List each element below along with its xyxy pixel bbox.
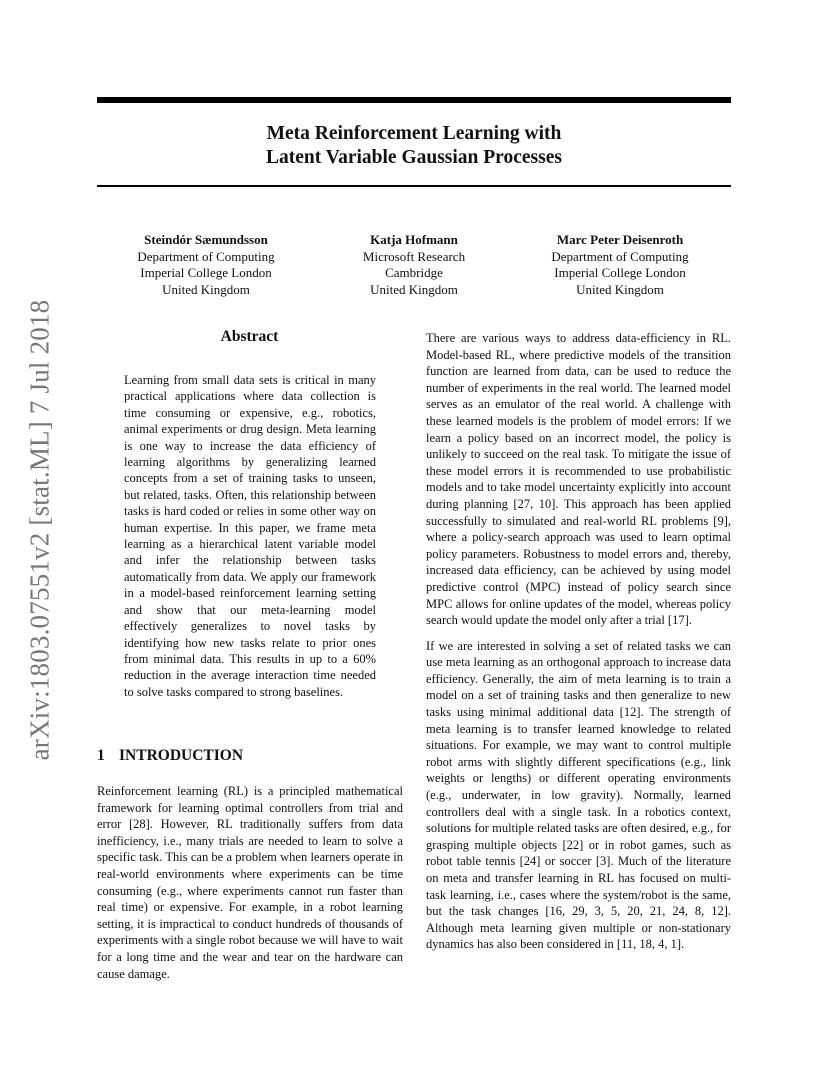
paragraph: There are various ways to address data-efficiency in RL. Model-based RL, where predictive models of the transition function are learned from data, can be used to reduce the number of experiments in the real world. The learned model serves as an emulator of the real world. A challenge with these learned models is the problem of model errors: If we learn a policy based on an incorrect model, the policy is unlikely to succeed on the real task. To mitigate the issue of these model errors it is recommended to use probabilistic models and to take model uncertainty explicitly into account during planning [27, 10]. This approach has been applied successfully to simulated and real-world RL problems [9], where a policy-search approach was used to learn optimal policy parameters. Robustness to model errors and, thereby, increased data efficiency, can be achieved by using model predictive control (MPC) instead of policy search since MPC allows for online updates of the model, whereas policy search would update the model only after a trial [17]. [426,331,731,628]
author-affiliation: United Kingdom [162,281,250,297]
title-rule-bottom [97,185,731,187]
author-affiliation: Cambridge [385,265,443,280]
section-number: 1 [97,747,105,764]
author-2 [304,232,524,298]
abstract-heading: Abstract [220,328,279,345]
author-1 [96,232,316,298]
author-affiliation: Department of Computing [551,248,689,264]
author-name: Steindór Sæmundsson [144,232,268,247]
author-affiliation: United Kingdom [576,281,664,297]
section-title: INTRODUCTION [119,747,244,764]
abstract-text: Learning from small data sets is critical in many practical applications where data collection is time consuming or expensive, e.g., robotics, animal experiments or drug design. Meta learning is one way to increase the data efficiency of learning algorithms by generalizing learned concepts from a set of training tasks to unseen, but related, tasks. Often, this relationship between tasks is hard coded or relies in some other way on human expertise. In this paper, we frame meta learning as a hierarchical latent variable model and infer the relationship between tasks automatically from data. We apply our framework in a model-based reinforcement learning setting and show that our meta-learning model effectively generalizes to novel tasks by identifying how new tasks relate to prior ones from minimal data. This results in up to a 60% reduction in the average interaction time needed to solve tasks compared to strong baselines. [124,373,376,699]
section-heading [97,747,243,765]
author-3 [510,232,730,298]
author-affiliation: United Kingdom [370,281,458,297]
title-rule-top [97,97,731,103]
intro-column-right [426,330,731,962]
arxiv-stamp: arXiv:1803.07551v2 [stat.ML] 7 Jul 2018 [24,299,55,761]
abstract-body [124,372,376,700]
title-line-2: Latent Variable Gaussian Processes [266,147,562,168]
author-name: Marc Peter Deisenroth [556,232,684,247]
author-affiliation: Imperial College London [554,265,686,280]
author-name: Katja Hofmann [370,232,458,247]
author-affiliation: Imperial College London [140,265,272,280]
title-line-1: Meta Reinforcement Learning with [266,123,562,144]
paragraph: Reinforcement learning (RL) is a principled mathematical framework for learning optimal controllers from trial and error [28]. However, RL traditionally suffers from data inefficiency, i.e., many trials are needed to learn to solve a specific task. This can be a problem when learners operate in real-world environments where experiments can be time consuming (e.g., where experiments cannot run faster than real time) or expensive. For example, in a robot learning setting, it is impractical to conduct hundreds of thousands of experiments with a single robot because we will have to wait for a long time and the wear and tear on the hardware can cause damage. [97,784,403,981]
paper-title [97,122,731,170]
intro-column-left [97,783,403,982]
author-affiliation: Microsoft Research [362,248,466,264]
paragraph: If we are interested in solving a set of related tasks we can use meta learning as an orthogonal approach to increase data efficiency. Generally, the aim of meta learning is to train a model on a set of training tasks and then generalize to new tasks using minimal additional data [12]. The strength of meta learning is to transfer learned knowledge to related situations. For example, we may want to control multiple robot arms with slightly different specifications (e.g., link weights or lengths) or different operating environments (e.g., underwater, in low gravity). Normally, learned controllers deal with a single task. In a robotics context, solutions for multiple related tasks are often desired, e.g., for grasping multiple objects [22] or in robot games, such as robot table tennis [24] or soccer [3]. Much of the literature on meta and transfer learning in RL has focused on multi-task learning, i.e., cases where the system/robot is the same, but the task changes [16, 29, 3, 5, 20, 21, 24, 8, 12]. Although meta learning given multiple or non-stationary dynamics has also been considered in [11, 18, 4, 1]. [426,638,731,952]
author-affiliation: Department of Computing [137,248,275,264]
